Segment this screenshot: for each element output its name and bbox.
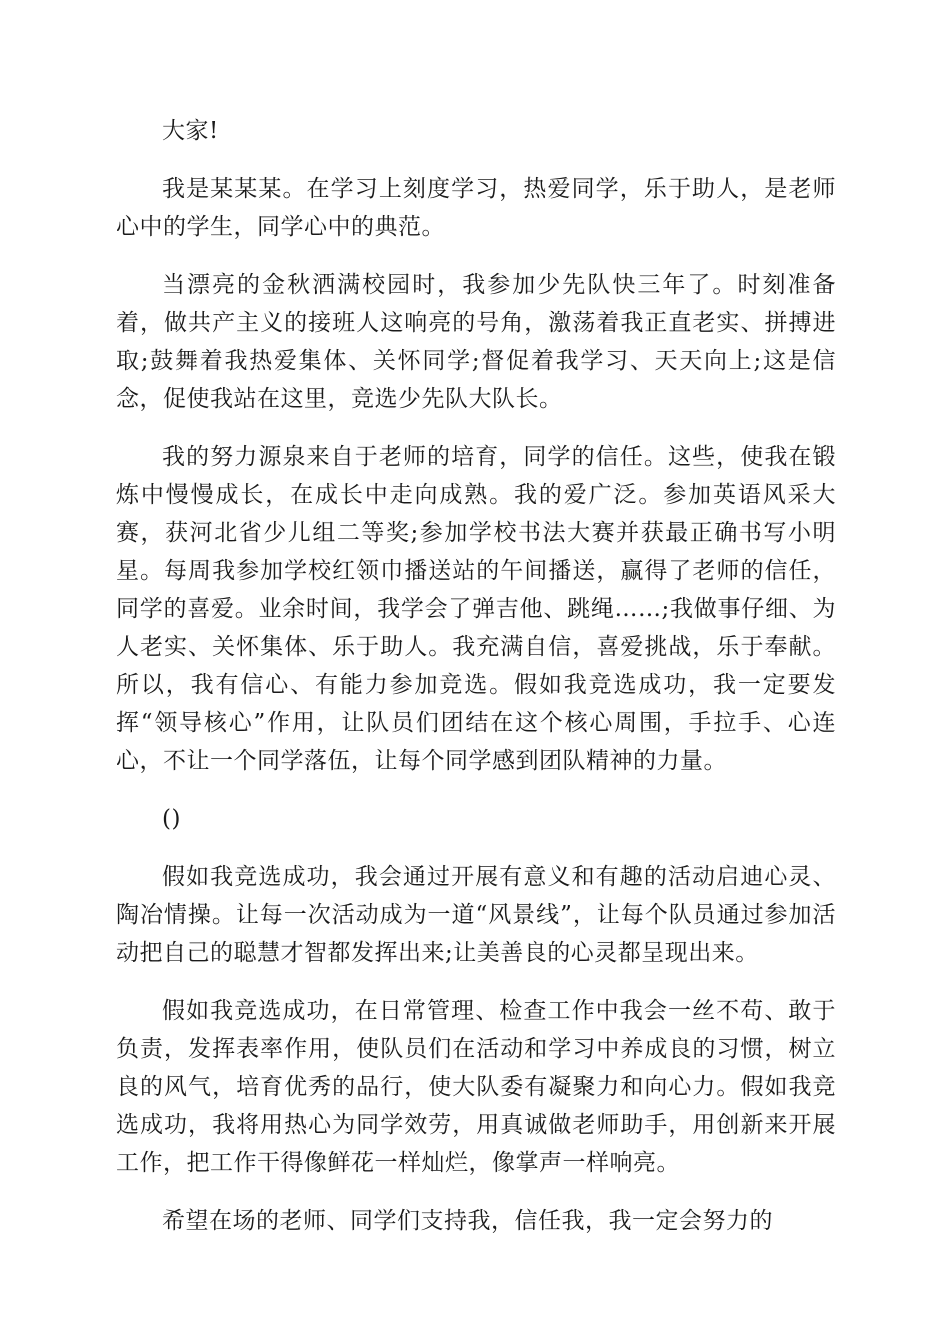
management-plan-paragraph: 假如我竞选成功，在日常管理、检查工作中我会一丝不苟、敢于负责，发挥表率作用，使队员们在活动和学习中养成良的习惯，树立良的风气，培育优秀的品行，使大队委有凝聚力和向心力。假如我竞选成功，我将用热心为同学效劳，用真诚做老师助手，用创新来开展工作，把工作干得像鲜花一样灿烂，像掌声一样响亮。 xyxy=(116,998,836,1176)
activities-plan-paragraph: 假如我竞选成功，我会通过开展有意义和有趣的活动启迪心灵、陶冶情操。让每一次活动成为一道“风景线”，让每个队员通过参加活动把自己的聪慧才智都发挥出来;让美善良的心灵都呈现出来。 xyxy=(116,864,836,966)
achievements-paragraph: 我的努力源泉来自于老师的培育，同学的信任。这些，使我在锻炼中慢慢成长，在成长中走向成熟。我的爱广泛。参加英语风采大赛，获河北省少儿组二等奖;参加学校书法大赛并获最正确书写小明星。每周我参加学校红领巾播送站的午间播送，赢得了老师的信任，同学的喜爱。业余时间，我学会了弹吉他、跳绳……;我做事仔细、为人老实、关怀集体、乐于助人。我充满自信，喜爱挑战，乐于奉献。所以，我有信心、有能力参加竞选。假如我竞选成功，我一定要发挥“领导核心”作用，让队员们团结在这个核心周围，手拉手、心连心，不让一个同学落伍，让每个同学感到团队精神的力量。 xyxy=(116,444,836,774)
greeting-paragraph: 大家! xyxy=(162,118,219,144)
motivation-paragraph: 当漂亮的金秋洒满校园时，我参加少先队快三年了。时刻准备着，做共产主义的接班人这响亮的号角，激荡着我正直老实、拼搏进取;鼓舞着我热爱集体、关怀同学;督促着我学习、天天向上;这是信念，促使我站在这里，竞选少先队大队长。 xyxy=(116,272,836,412)
closing-paragraph: 希望在场的老师、同学们支持我，信任我，我一定会努力的 xyxy=(162,1208,773,1234)
self-intro-paragraph: 我是某某某。在学习上刻度学习，热爱同学，乐于助人，是老师心中的学生，同学心中的典范。 xyxy=(116,176,836,240)
parenthesis-line: () xyxy=(162,806,181,832)
document-body xyxy=(116,112,836,1260)
